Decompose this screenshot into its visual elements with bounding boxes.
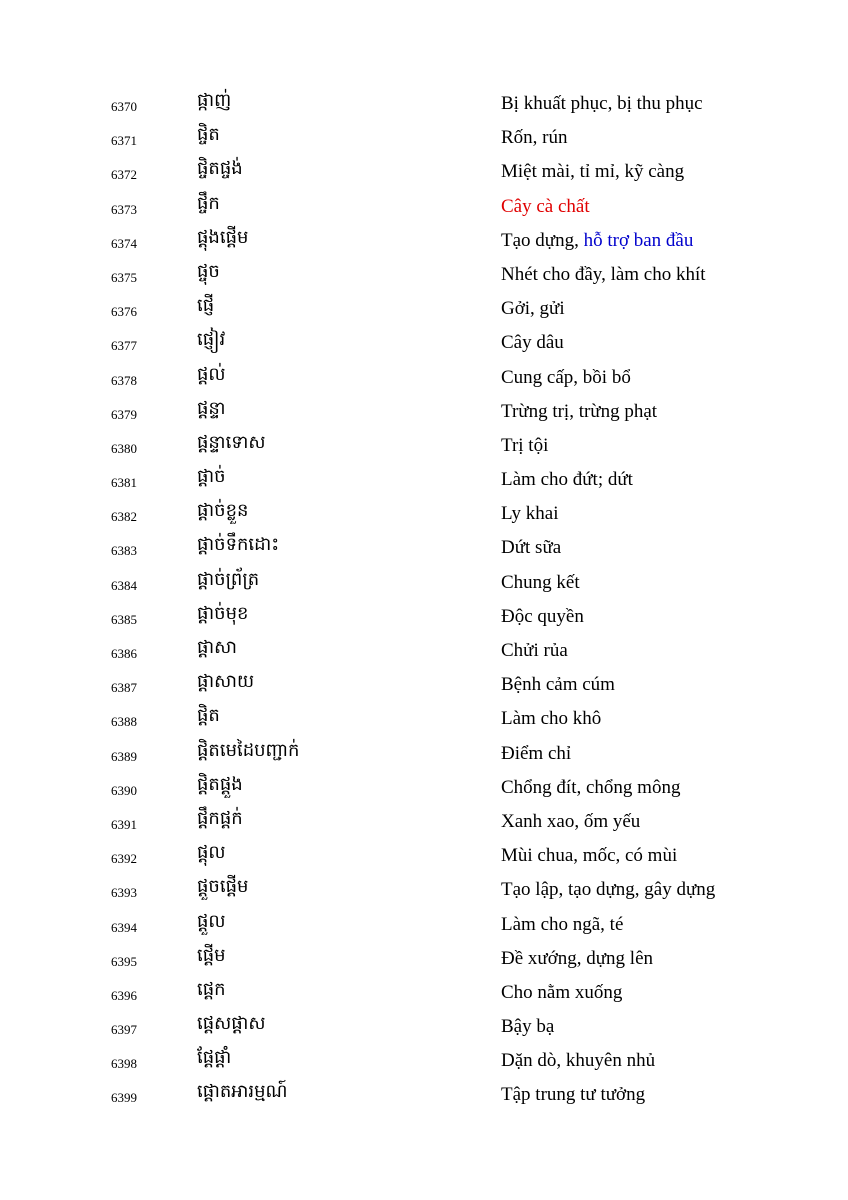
meaning-segment: Xanh xao, ốm yếu (501, 810, 641, 832)
entry-row (0, 428, 848, 462)
entry-number: 6379 (111, 406, 137, 422)
entry-row (0, 530, 848, 564)
entry-row (0, 462, 848, 496)
meaning-segment: Miệt mài, tỉ mỉ, kỹ càng (501, 161, 685, 183)
meaning-segment: Tạo dựng, (501, 229, 584, 251)
khmer-term: ផ្ចិតផ្ចង់ (197, 158, 243, 179)
entry-row (0, 975, 848, 1009)
khmer-term: ផ្ដែផ្ដាំ (197, 1047, 232, 1068)
meaning-segment: Dứt sữa (501, 537, 562, 559)
entry-number: 6385 (111, 611, 137, 627)
entry-number: 6387 (111, 680, 137, 696)
vietnamese-meaning (501, 879, 715, 901)
entry-row (0, 838, 848, 872)
khmer-term: ផ្ចុច (197, 260, 220, 281)
entry-number: 6393 (111, 885, 137, 901)
entry-row (0, 257, 848, 291)
khmer-term: ផ្ញើ (197, 295, 215, 316)
khmer-term: ផ្ដួល (197, 910, 226, 931)
vietnamese-meaning (501, 1050, 655, 1072)
meaning-segment: Mùi chua, mốc, có mùi (501, 845, 678, 867)
entry-number: 6375 (111, 269, 137, 285)
entry-row (0, 770, 848, 804)
vietnamese-meaning (501, 469, 633, 491)
khmer-term: ផ្ដិតមេដៃបញ្ជាក់ (197, 739, 300, 760)
khmer-term: ផ្ដេក (197, 978, 226, 999)
entry-row (0, 633, 848, 667)
meaning-segment: Cung cấp, bồi bổ (501, 366, 631, 388)
meaning-segment: Bị khuất phục, bị thu phục (501, 93, 703, 114)
khmer-term: ផ្ដុល (197, 842, 226, 863)
entry-row (0, 804, 848, 838)
vietnamese-meaning (501, 401, 657, 423)
entry-number: 6374 (111, 235, 137, 251)
vietnamese-meaning (501, 161, 684, 183)
khmer-term: ផ្ដាច់ព្រ័ត្រ (197, 568, 260, 589)
entry-row (0, 223, 848, 257)
khmer-term: ផ្ដាសាយ (197, 671, 255, 692)
entry-number: 6380 (111, 440, 137, 456)
vietnamese-meaning (501, 640, 568, 662)
vietnamese-meaning (501, 777, 680, 799)
entry-row (0, 86, 848, 120)
vietnamese-meaning (501, 298, 565, 320)
entry-number: 6383 (111, 543, 137, 559)
meaning-segment: Bậy bạ (501, 1016, 555, 1038)
entry-number: 6391 (111, 816, 137, 832)
entry-number: 6378 (111, 372, 137, 388)
vietnamese-meaning (501, 196, 590, 218)
khmer-term: ផ្ញៀវ (197, 329, 226, 350)
vietnamese-meaning (501, 845, 677, 867)
entry-number: 6386 (111, 646, 137, 661)
meaning-segment: Dặn dò, khuyên nhủ (501, 1050, 656, 1072)
entry-row (0, 736, 848, 770)
entry-number: 6394 (111, 919, 137, 935)
meaning-segment: hỗ trợ ban đầu (583, 229, 694, 251)
entry-number: 6384 (111, 577, 137, 593)
entry-number: 6390 (111, 782, 137, 798)
khmer-term: ផ្ដុងផ្ដើម (197, 226, 249, 247)
entry-row (0, 120, 848, 154)
meaning-segment: Làm cho khô (501, 708, 602, 730)
meaning-segment: Nhét cho đầy, làm cho khít (501, 263, 706, 285)
entry-row (0, 1043, 848, 1077)
vietnamese-meaning (501, 435, 548, 457)
vietnamese-meaning (501, 743, 571, 765)
vietnamese-meaning (501, 332, 564, 354)
meaning-segment: Chửi rủa (501, 640, 568, 661)
entry-list (0, 86, 848, 1112)
khmer-term: ផ្ដិតផ្ដួង (197, 773, 243, 794)
entry-number: 6398 (111, 1056, 137, 1072)
khmer-term: ផ្ដាច់មុខ (197, 602, 249, 623)
meaning-segment: Bệnh cảm cúm (501, 674, 615, 696)
khmer-term: ផ្ដល់ (197, 363, 226, 384)
vietnamese-meaning (501, 537, 561, 559)
vietnamese-meaning (501, 572, 580, 594)
entry-row (0, 325, 848, 359)
entry-row (0, 394, 848, 428)
vietnamese-meaning (501, 230, 693, 252)
vietnamese-meaning (501, 503, 559, 525)
khmer-term: ផ្ដន្ទាទោស (197, 431, 266, 452)
khmer-term: ផ្ដន្ទា (197, 397, 226, 418)
khmer-term: ផ្ចិត (197, 124, 220, 145)
meaning-segment: Ly khai (501, 503, 559, 525)
khmer-term: ផ្ដាសា (197, 637, 237, 657)
meaning-segment: Điểm chỉ (501, 742, 572, 764)
khmer-term: ផ្ដិត (197, 705, 220, 726)
entry-row (0, 189, 848, 223)
vietnamese-meaning (501, 367, 631, 389)
vietnamese-meaning (501, 674, 615, 696)
entry-number: 6395 (111, 953, 137, 969)
vietnamese-meaning (501, 914, 623, 936)
khmer-term: ផ្ដេសផ្ដាស (197, 1013, 266, 1034)
khmer-term: ផ្ដាច់ទឹកដោះ (197, 534, 280, 555)
entry-row (0, 496, 848, 530)
khmer-term: ផ្ដឹកផ្ដក់ (197, 807, 243, 828)
meaning-segment: Chung kết (501, 571, 580, 593)
entry-number: 6377 (111, 338, 137, 354)
meaning-segment: Trừng trị, trừng phạt (501, 400, 658, 422)
entry-row (0, 154, 848, 188)
meaning-segment: Tạo lập, tạo dựng, gây dựng (501, 879, 716, 901)
meaning-segment: Rốn, rún (501, 127, 568, 149)
meaning-segment: Làm cho đứt; dứt (501, 469, 633, 491)
khmer-term: ផ្ដាច់ (197, 466, 226, 487)
entry-number: 6396 (111, 987, 137, 1003)
meaning-segment: Đề xướng, dựng lên (501, 947, 654, 969)
meaning-segment: Chổng đít, chổng mông (501, 776, 681, 798)
entry-number: 6372 (111, 167, 137, 183)
khmer-term: ផ្ចឹក (197, 192, 220, 213)
entry-row (0, 1009, 848, 1043)
vietnamese-meaning (501, 708, 601, 730)
entry-number: 6382 (111, 509, 137, 525)
entry-row (0, 291, 848, 325)
meaning-segment: Cây cà chất (501, 195, 590, 217)
entry-number: 6376 (111, 304, 137, 320)
entry-row (0, 565, 848, 599)
entry-row (0, 1077, 848, 1111)
entry-number: 6388 (111, 714, 137, 730)
meaning-segment: Độc quyền (501, 605, 584, 627)
entry-row (0, 599, 848, 633)
entry-number: 6370 (111, 99, 137, 114)
vietnamese-meaning (501, 948, 653, 970)
khmer-term: ផ្ដោតអារម្មណ៍ (197, 1081, 288, 1102)
meaning-segment: Làm cho ngã, té (501, 913, 624, 935)
meaning-segment: Cây dâu (501, 332, 564, 354)
khmer-term: ផ្ដាច់ខ្លួន (197, 500, 249, 521)
meaning-segment: Gởi, gửi (501, 298, 565, 320)
meaning-segment: Tập trung tư tưởng (501, 1084, 646, 1106)
vietnamese-meaning (501, 264, 706, 286)
vietnamese-meaning (501, 127, 568, 149)
entry-row (0, 872, 848, 906)
vietnamese-meaning (501, 1016, 554, 1038)
entry-row (0, 907, 848, 941)
entry-number: 6399 (111, 1090, 137, 1106)
entry-number: 6397 (111, 1022, 137, 1038)
entry-number: 6381 (111, 475, 137, 491)
entry-row (0, 941, 848, 975)
entry-number: 6392 (111, 851, 137, 867)
vietnamese-meaning (501, 606, 584, 628)
khmer-term: ផ្ដើម (197, 944, 226, 965)
khmer-term: ផ្កាញ់ (197, 90, 232, 110)
entry-row (0, 360, 848, 394)
meaning-segment: Cho nằm xuống (501, 981, 623, 1003)
vietnamese-meaning (501, 93, 703, 115)
vietnamese-meaning (501, 982, 622, 1004)
entry-number: 6373 (111, 201, 137, 217)
entry-row (0, 667, 848, 701)
khmer-term: ផ្ដួចផ្ដើម (197, 876, 249, 897)
vietnamese-meaning (501, 811, 640, 833)
meaning-segment: Trị tội (501, 434, 549, 456)
entry-number: 6389 (111, 748, 137, 764)
entry-number: 6371 (111, 133, 137, 149)
vietnamese-meaning (501, 1084, 645, 1106)
entry-row (0, 701, 848, 735)
